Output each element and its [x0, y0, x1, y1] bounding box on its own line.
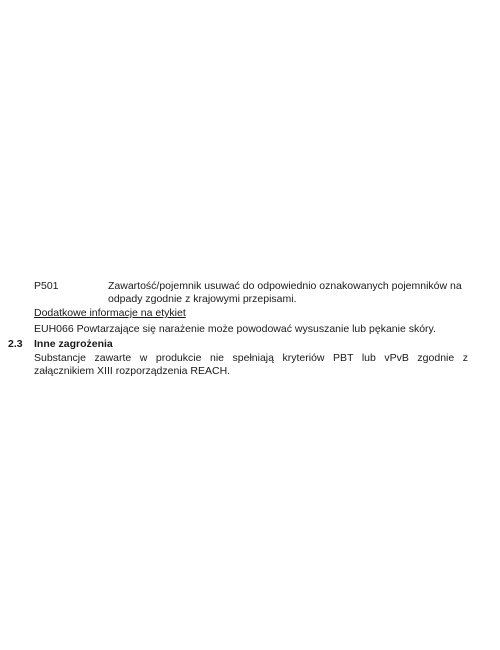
additional-label-heading: Dodatkowe informacje na etykiet	[34, 307, 186, 319]
section-body: Substancje zawarte w produkcie nie spełniają kryteriów PBT lub vPvB zgodnie z załącznikiem XIII rozporządzenia REACH.	[34, 352, 468, 377]
precautionary-code: P501	[34, 280, 59, 292]
euh-statement: EUH066 Powtarzające się narażenie może powodować wysuszanie lub pękanie skóry.	[34, 323, 436, 335]
section-title: Inne zagrożenia	[34, 338, 113, 350]
section-number: 2.3	[8, 338, 23, 350]
precautionary-text: Zawartość/pojemnik usuwać do odpowiednio oznakowanych pojemników na odpady zgodnie z krajowymi przepisami.	[108, 280, 462, 305]
